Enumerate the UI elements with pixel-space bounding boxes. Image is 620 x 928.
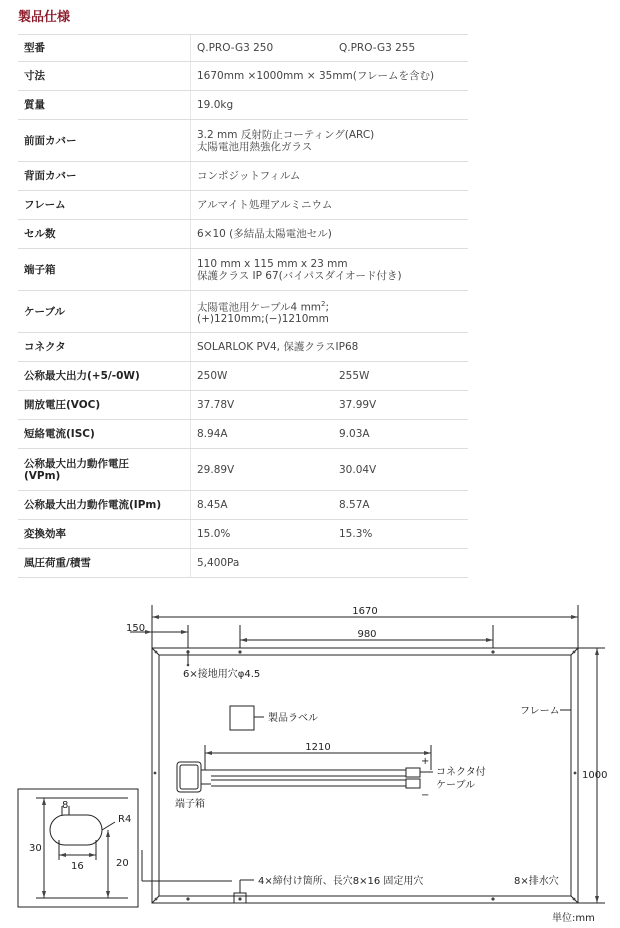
arrowhead — [595, 648, 599, 655]
spec-value: 19.0kg — [191, 91, 469, 120]
spec-value-line: 3.2 mm 反射防止コーティング(ARC) — [197, 128, 375, 141]
connector-label: ケーブル — [436, 780, 476, 791]
product-label-box — [230, 706, 254, 730]
ground-hole-dot — [186, 650, 189, 653]
spec-value: 29.89V — [191, 449, 334, 491]
spec-label: 公称最大出力(+5/-0W) — [18, 362, 191, 391]
spec-value: 8.45A — [191, 491, 334, 520]
drain-hole-dot — [574, 772, 577, 775]
connector-minus — [406, 779, 420, 788]
ground-hole-dot — [238, 650, 241, 653]
spec-value: 37.78V — [191, 391, 334, 420]
product-label-text: 製品ラベル — [268, 713, 318, 724]
arrowhead — [152, 615, 159, 619]
detail-label-20: 20 — [116, 858, 129, 869]
drain-hole-dot — [573, 651, 576, 654]
minus-label: − — [421, 790, 430, 801]
arrowhead — [486, 638, 493, 642]
arrowhead — [424, 751, 431, 755]
drain-hole-dot — [154, 772, 157, 775]
arrowhead — [240, 638, 247, 642]
spec-label: セル数 — [18, 220, 191, 249]
connector-plus — [406, 768, 420, 777]
spec-value: 6×10 (多結晶太陽電池セル) — [191, 220, 469, 249]
arrowhead — [42, 798, 46, 805]
detail-label-8: 8 — [62, 800, 69, 811]
spec-label: 型番 — [18, 35, 191, 62]
drain-hole-dot — [155, 898, 158, 901]
ground-hole-dot — [491, 897, 494, 900]
detail-label-r4: R4 — [118, 814, 132, 825]
drain-hole-dot — [155, 651, 158, 654]
spec-value-line: (+)1210mm;(−)1210mm — [197, 313, 329, 326]
section-title: 製品仕様 — [18, 10, 71, 25]
slot-hole — [50, 815, 102, 845]
detail-label-30: 30 — [29, 843, 42, 854]
spec-value: 5,400Pa — [191, 549, 469, 578]
spec-value-line: 110 mm x 115 mm x 23 mm — [197, 257, 348, 270]
spec-label: 寸法 — [18, 62, 191, 91]
spec-label: フレーム — [18, 191, 191, 220]
spec-label: 前面カバー — [18, 120, 191, 162]
arrowhead — [571, 615, 578, 619]
spec-label: 短絡電流(ISC) — [18, 420, 191, 449]
connector-label: コネクタ付 — [436, 767, 486, 778]
spec-value: SOLARLOK PV4, 保護クラスIP68 — [191, 333, 469, 362]
spec-value-line: 保護クラス IP 67(バイパスダイオード付き) — [197, 269, 402, 282]
arrowhead — [89, 853, 96, 857]
spec-value: 250W — [191, 362, 334, 391]
arrowhead — [42, 891, 46, 898]
arrowhead — [106, 891, 110, 898]
unit-label: 単位:mm — [552, 913, 595, 924]
ground-hole-dot — [491, 650, 494, 653]
spec-label-line: 公称最大出力動作電圧 — [24, 457, 129, 470]
width-dim-label: 1670 — [352, 606, 378, 617]
spec-value: 1670mm ×1000mm × 35mm(フレームを含む) — [191, 62, 469, 91]
spec-label: 端子箱 — [18, 249, 191, 291]
mount-holes-label: 4×締付け箇所、長穴8×16 固定用穴 — [258, 876, 424, 887]
ground-hole-dot — [186, 897, 189, 900]
radius-leader — [102, 822, 115, 830]
spec-value: アルマイト処理アルミニウム — [191, 191, 469, 220]
left-dim-label: 150 — [126, 623, 146, 634]
arrowhead — [106, 830, 110, 837]
superscript: 2 — [321, 299, 326, 308]
spec-label: 開放電圧(VOC) — [18, 391, 191, 420]
spec-value: 15.3% — [333, 520, 468, 549]
junction-box-inner — [180, 765, 198, 789]
spec-value: 8.94A — [191, 420, 334, 449]
arrowhead — [595, 896, 599, 903]
arrowhead — [181, 630, 188, 634]
spec-value-line: 太陽電池用熱強化ガラス — [197, 140, 313, 153]
cable-dim-label: 1210 — [305, 742, 331, 753]
leader-dot — [187, 664, 190, 667]
spec-value: 15.0% — [191, 520, 334, 549]
junction-box-label: 端子箱 — [175, 799, 205, 810]
height-dim-label: 1000 — [582, 770, 608, 781]
spec-label: 公称最大出力動作電流(IPm) — [18, 491, 191, 520]
arrowhead — [59, 853, 66, 857]
spec-label: 変換効率 — [18, 520, 191, 549]
spec-value-text: 太陽電池用ケーブル4 mm — [197, 301, 322, 314]
detail-label-16: 16 — [71, 861, 84, 872]
spec-label: ケーブル — [18, 291, 191, 333]
arrowhead — [205, 751, 212, 755]
frame-label: フレーム — [520, 706, 560, 717]
spec-value: 30.04V — [333, 449, 468, 491]
drain-hole-dot — [573, 898, 576, 901]
spec-value: 255W — [333, 362, 468, 391]
spec-label: 質量 — [18, 91, 191, 120]
arrowhead — [145, 630, 152, 634]
ground-holes-label: 6×接地用穴φ4.5 — [183, 669, 261, 680]
spec-value: コンポジットフィルム — [191, 162, 469, 191]
spec-value: 9.03A — [333, 420, 468, 449]
spec-value: Q.PRO-G3 250 — [191, 35, 334, 62]
spec-label: 風圧荷重/積雪 — [18, 549, 191, 578]
spec-value: Q.PRO-G3 255 — [333, 35, 468, 62]
spec-value-text: ; — [325, 301, 330, 314]
spec-label: 背面カバー — [18, 162, 191, 191]
spec-value: 37.99V — [333, 391, 468, 420]
spec-label: コネクタ — [18, 333, 191, 362]
junction-box — [177, 762, 201, 792]
hole-spacing-dim-label: 980 — [357, 629, 377, 640]
spec-value: 8.57A — [333, 491, 468, 520]
ground-hole-dot — [238, 897, 241, 900]
plus-label: + — [421, 756, 430, 767]
spec-label-line: (VPm) — [24, 469, 61, 482]
drain-holes-label: 8×排水穴 — [514, 876, 559, 887]
